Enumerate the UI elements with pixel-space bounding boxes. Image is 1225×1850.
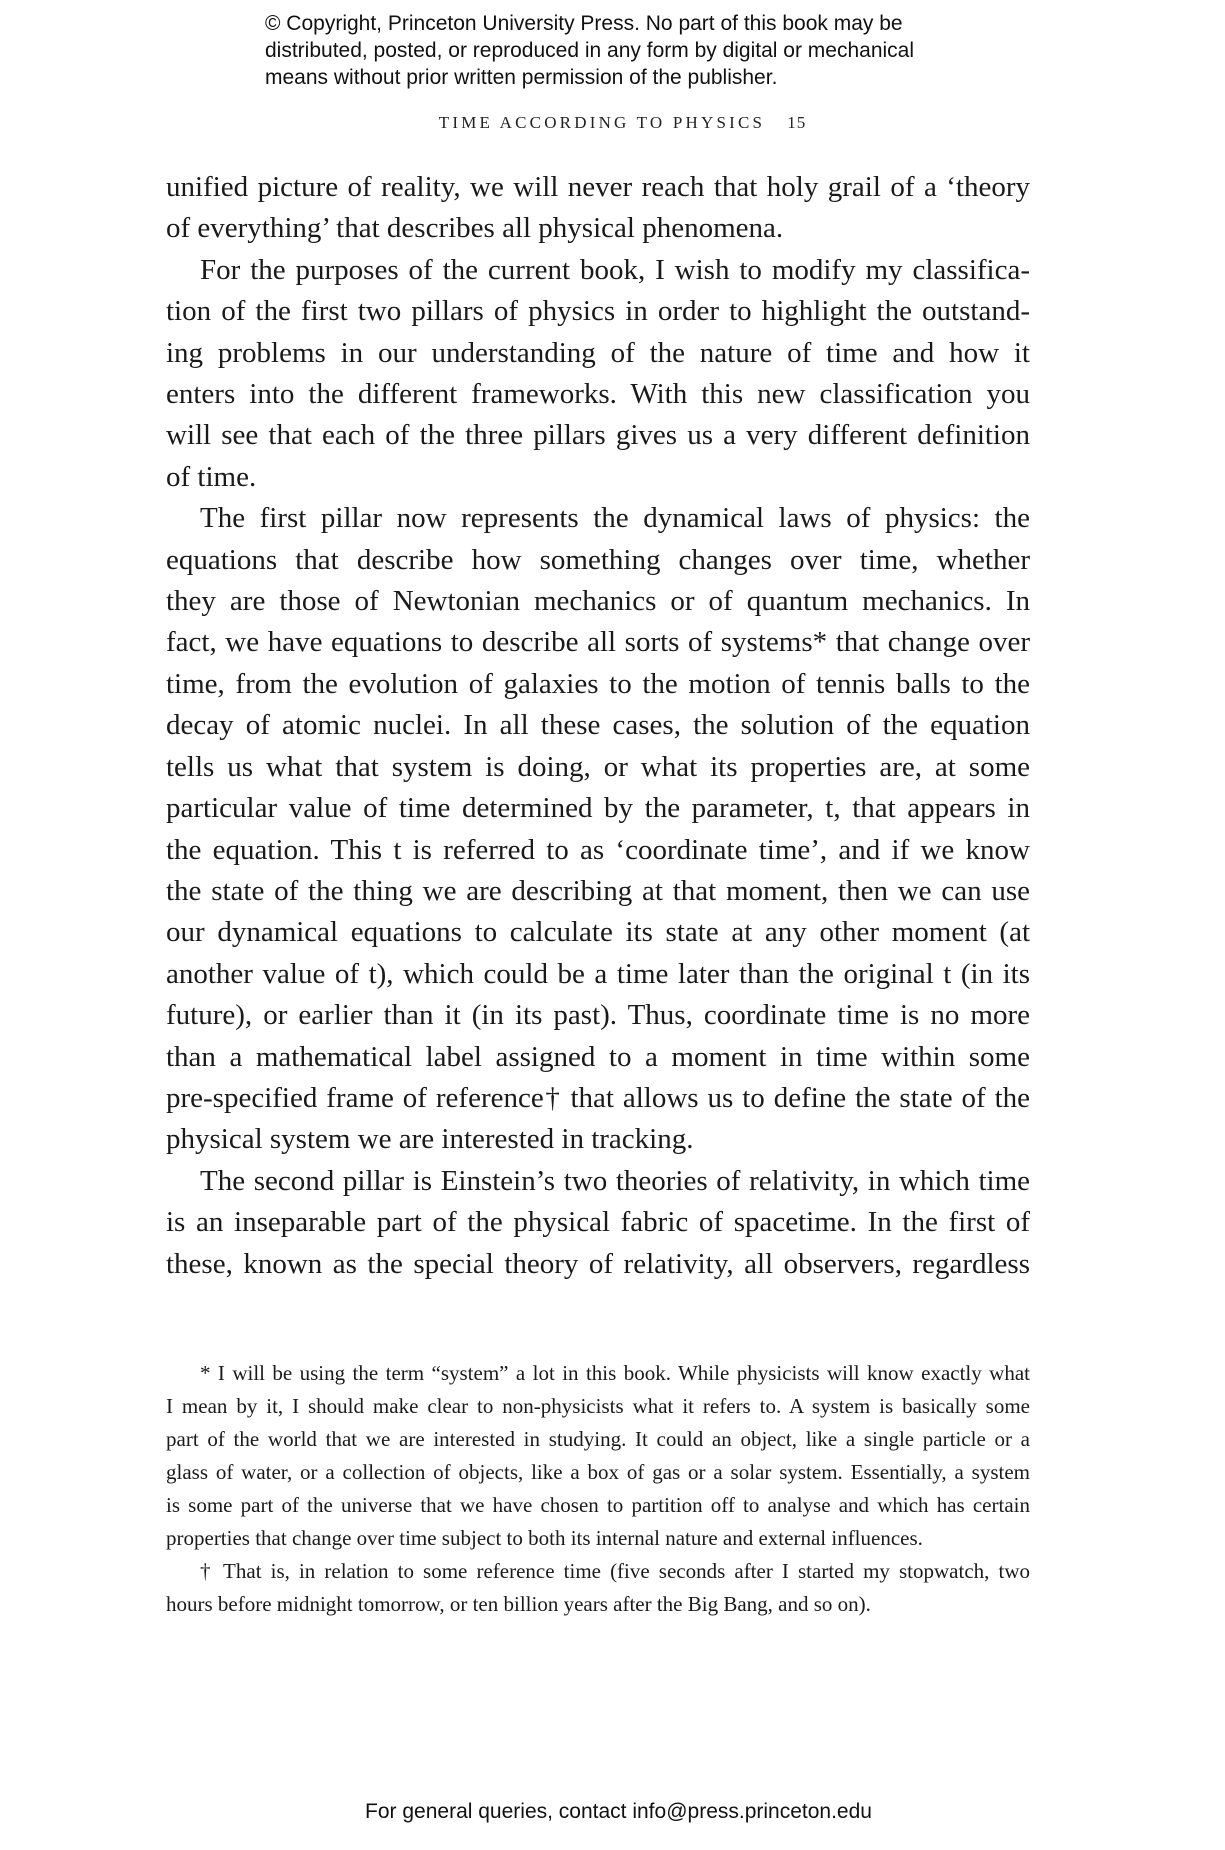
text-line: of time. [166, 460, 257, 493]
text-line: For the purposes of the current book, I wish to modify my classifica- [200, 253, 1030, 286]
footnotes [166, 1357, 1030, 1621]
text-line: The second pillar is Einstein’s two theories of relativity, in which time [200, 1164, 1030, 1197]
text-line: our dynamical equations to calculate its state at any other moment (at [166, 916, 1030, 949]
text-line: enters into the different frameworks. With this new classification you [166, 378, 1030, 411]
text-line: tells us what that system is doing, or what its properties are, at some [166, 750, 1030, 783]
text-line: time, from the evolution of galaxies to the motion of tennis balls to the [166, 667, 1030, 700]
footnote-line: glass of water, or a collection of objects, like a box of gas or a solar system. Essentially, a system [166, 1460, 1030, 1484]
footnote-line: part of the world that we are interested in studying. It could an object, like a single particle or a [166, 1427, 1030, 1451]
text-line: these, known as the special theory of relativity, all observers, regardless [166, 1247, 1030, 1280]
copyright-line: means without prior written permission of the publisher. [265, 66, 778, 89]
text-line: equations that describe how something changes over time, whether [166, 543, 1030, 576]
text-line: is an inseparable part of the physical fabric of spacetime. In the first of [166, 1206, 1030, 1239]
footnote-line: properties that change over time subject to both its internal nature and external influences. [166, 1526, 923, 1550]
footnote-line: † That is, in relation to some reference time (five seconds after I started my stopwatch, two [200, 1559, 1030, 1583]
contact-footer: For general queries, contact info@press.princeton.edu [365, 1800, 872, 1823]
copyright-line: distributed, posted, or reproduced in any form by digital or mechanical [265, 39, 915, 62]
footnote-line: * I will be using the term “system” a lot in this book. While physicists will know exactly what [200, 1361, 1030, 1385]
text-line: tion of the first two pillars of physics in order to highlight the outstand- [166, 295, 1030, 328]
text-line: pre-specified frame of reference† that allows us to define the state of the [166, 1081, 1030, 1114]
footnote-line: I mean by it, I should make clear to non-physicists what it refers to. A system is basically some [166, 1394, 1030, 1418]
text-line: fact, we have equations to describe all sorts of systems* that change over [166, 626, 1030, 659]
body-text [166, 167, 1030, 1285]
text-line: particular value of time determined by the parameter, t, that appears in [166, 792, 1030, 825]
text-line: physical system we are interested in tracking. [166, 1123, 694, 1156]
text-line: The first pillar now represents the dynamical laws of physics: the [200, 502, 1030, 535]
text-line: they are those of Newtonian mechanics or of quantum mechanics. In [166, 585, 1030, 618]
copyright-line: © Copyright, Princeton University Press. No part of this book may be [265, 12, 903, 35]
text-line: future), or earlier than it (in its past). Thus, coordinate time is no more [166, 999, 1030, 1032]
text-line: of everything’ that describes all physical phenomena. [166, 212, 784, 245]
text-line: the equation. This t is referred to as ‘coordinate time’, and if we know [166, 833, 1030, 866]
text-line: the state of the thing we are describing at that moment, then we can use [166, 874, 1030, 907]
footnote-line: is some part of the universe that we have chosen to partition off to analyse and which has certain [166, 1493, 1030, 1517]
footnote-line: hours before midnight tomorrow, or ten billion years after the Big Bang, and so on). [166, 1592, 871, 1616]
page-number: 15 [787, 113, 807, 132]
text-line: will see that each of the three pillars gives us a very different definition [166, 419, 1030, 452]
running-head [0, 113, 1225, 133]
text-line: than a mathematical label assigned to a moment in time within some [166, 1040, 1030, 1073]
copyright-notice [265, 10, 1025, 91]
text-line: ing problems in our understanding of the nature of time and how it [166, 336, 1030, 369]
text-line: decay of atomic nuclei. In all these cases, the solution of the equation [166, 709, 1030, 742]
text-line: unified picture of reality, we will never reach that holy grail of a ‘theory [166, 171, 1030, 203]
text-line: another value of t), which could be a time later than the original t (in its [166, 957, 1030, 990]
chapter-title: TIME ACCORDING TO PHYSICS [438, 113, 766, 132]
